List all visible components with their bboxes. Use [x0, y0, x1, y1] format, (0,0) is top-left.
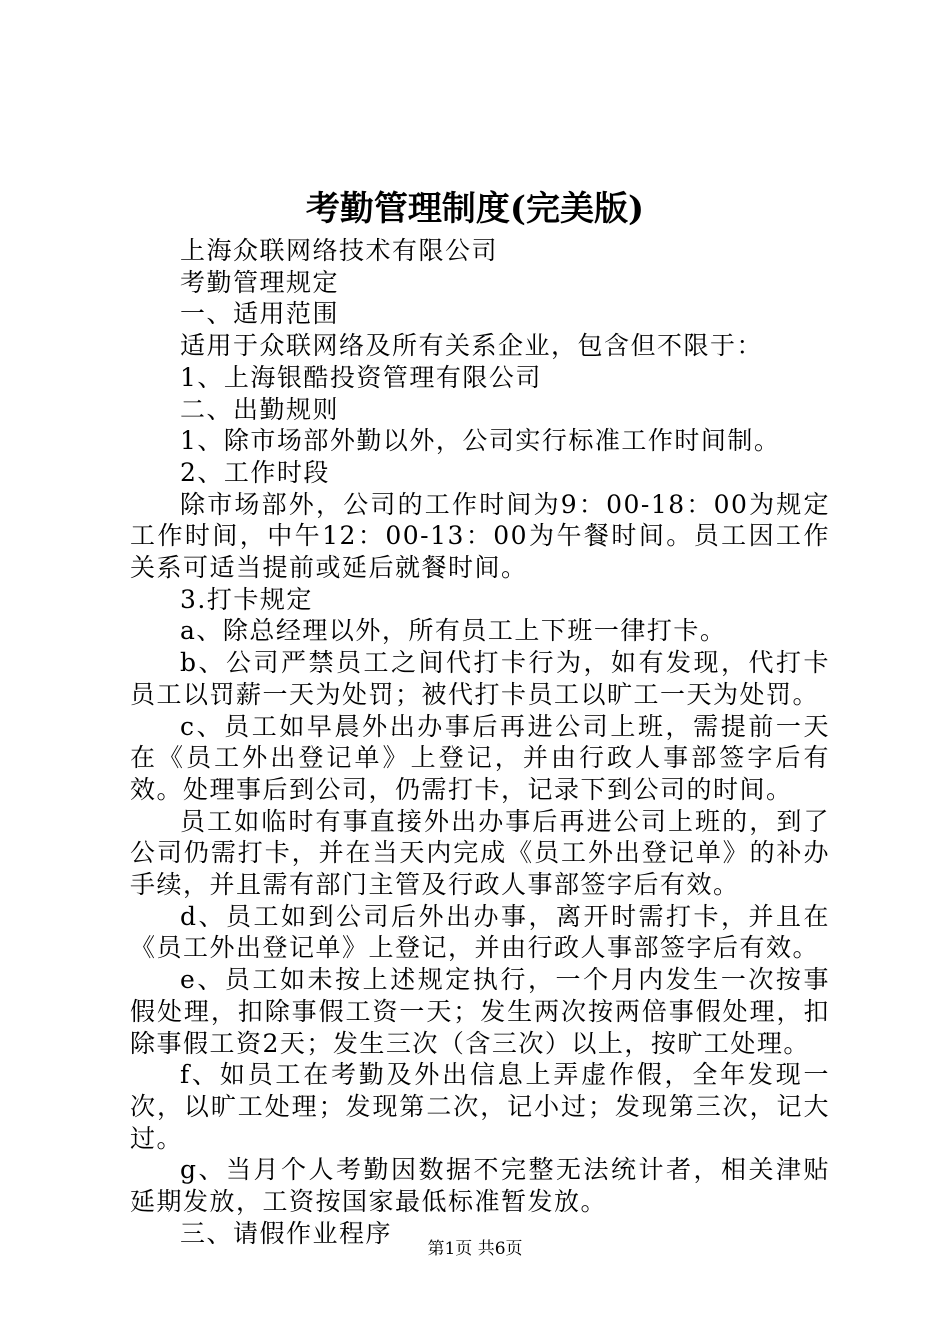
section-heading-leave: 三、请假作业程序: [180, 1218, 393, 1248]
paragraph-attendance-1: 1、除市场部外勤以外，公司实行标准工作时间制。: [180, 426, 781, 456]
paragraph-clock-rule-d: d、员工如到公司后外出办事，离开时需打卡，并且在《员工外出登记单》上登记，并由行政人事部签字后有效。: [130, 901, 830, 963]
paragraph-clock-rule-c: c、员工如早晨外出办事后再进公司上班，需提前一天在《员工外出登记单》上登记，并由行政人事部签字后有效。处理事后到公司，仍需打卡，记录下到公司的时间。: [130, 711, 830, 804]
section-heading-scope: 一、适用范围: [180, 299, 340, 329]
document-title: 考勤管理制度(完美版): [305, 189, 645, 229]
paragraph-work-hours-heading: 2、工作时段: [180, 457, 330, 487]
paragraph-clock-rule-e: e、员工如未按上述规定执行，一个月内发生一次按事假处理，扣除事假工资一天；发生两次按两倍事假处理，扣除事假工资2天；发生三次（含三次）以上，按旷工处理。: [130, 965, 830, 1058]
paragraph-clock-rule-a: a、除总经理以外，所有员工上下班一律打卡。: [180, 616, 727, 646]
paragraph-scope-item-1: 1、上海银酷投资管理有限公司: [180, 362, 542, 392]
paragraph-clock-rules-heading: 3.打卡规定: [180, 584, 313, 614]
document-body: [130, 235, 830, 1250]
paragraph-clock-rule-f: f、如员工在考勤及外出信息上弄虚作假，全年发现一次，以旷工处理；发现第二次，记小过；发现第三次，记大过。: [130, 1060, 830, 1153]
paragraph-clock-rule-g: g、当月个人考勤因数据不完整无法统计者，相关津贴延期发放，工资按国家最低标准暂发放。: [130, 1155, 830, 1217]
paragraph-scope: 适用于众联网络及所有关系企业，包含但不限于：: [180, 331, 764, 361]
paragraph-clock-rule-c-extra: 员工如临时有事直接外出办事后再进公司上班的，到了公司仍需打卡，并在当天内完成《员工外出登记单》的补办手续，并且需有部门主管及行政人事部签字后有效。: [130, 806, 830, 900]
paragraph-work-hours: 除市场部外，公司的工作时间为9：00-18：00为规定工作时间，中午12：00-13：00为午餐时间。员工因工作关系可适当提前或延后就餐时间。: [130, 489, 830, 583]
paragraph-company: 上海众联网络技术有限公司: [180, 236, 499, 265]
paragraph-regulation-title: 考勤管理规定: [180, 267, 340, 297]
section-heading-attendance: 二、出勤规则: [180, 394, 340, 424]
page-number: 第1页 共6页: [427, 1239, 523, 1259]
paragraph-clock-rule-b: b、公司严禁员工之间代打卡行为，如有发现，代打卡员工以罚薪一天为处罚；被代打卡员工以旷工一天为处罚。: [130, 648, 830, 709]
